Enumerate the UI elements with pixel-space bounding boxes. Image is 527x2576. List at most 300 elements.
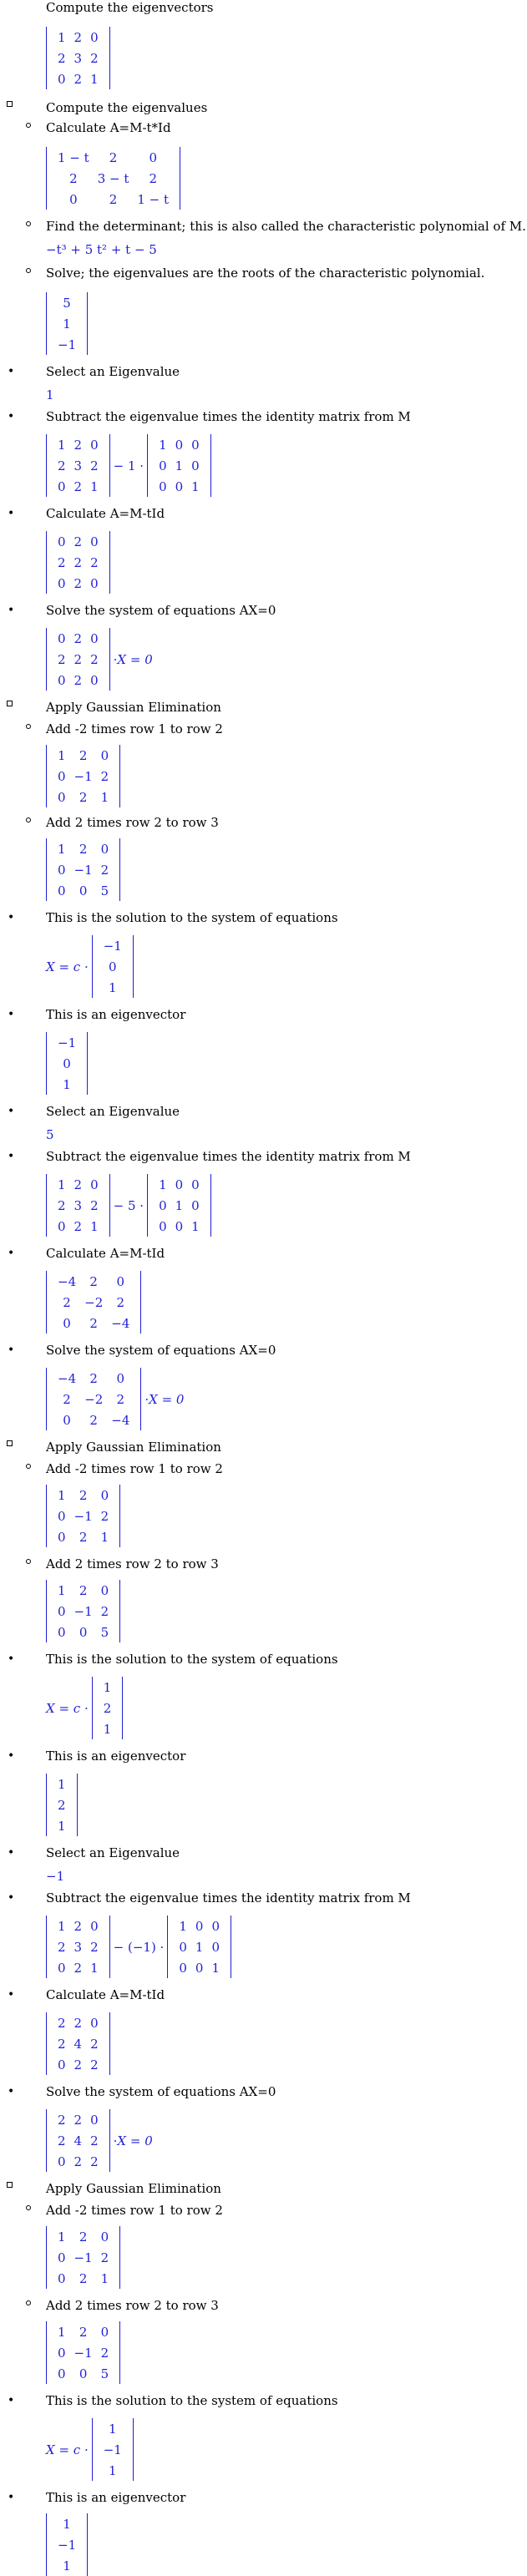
matrix-cell: 2 — [100, 768, 109, 784]
matrix-cell: 1 — [58, 1582, 66, 1598]
math-expression — [46, 2226, 120, 2289]
matrix-cell: 0 — [159, 1197, 167, 1213]
matrix-cell: 1 — [109, 979, 117, 995]
matrix-cell: 2 — [79, 841, 88, 857]
step-text: Calculate A=M-tId — [46, 1246, 165, 1261]
matrix-cell: 3 — [73, 458, 83, 473]
step-text: Add 2 times row 2 to row 3 — [46, 2298, 219, 2313]
step-text: Find the determinant; this is also called the characteristic polynomial of M. — [46, 219, 526, 234]
matrix-cell: 0 — [191, 458, 200, 473]
matrix-cell: 0 — [159, 478, 167, 494]
matrix-cell: 2 — [58, 50, 66, 66]
step-text: Select an Eigenvalue — [46, 1104, 180, 1119]
math-prefix: X = c · — [46, 2442, 89, 2457]
matrix-cell: 2 — [79, 1529, 88, 1545]
matrix-cell: 2 — [79, 789, 88, 805]
matrix-cell: 2 — [89, 1412, 98, 1428]
matrix-cell: 2 — [73, 1218, 83, 1234]
matrix-cell: 0 — [116, 1273, 125, 1289]
matrix-cell: 2 — [73, 478, 83, 494]
math-expression — [46, 745, 120, 807]
matrix-cell: 0 — [211, 1918, 220, 1934]
step-text: This is an eigenvector — [46, 1007, 186, 1022]
matrix-cell: 2 — [58, 1939, 66, 1955]
bullet-dot-icon: • — [8, 507, 15, 520]
matrix-cell: 1 — [58, 29, 66, 45]
bullet-square-icon — [7, 701, 13, 706]
bullet-dot-icon: • — [8, 410, 15, 423]
step-text: Add -2 times row 1 to row 2 — [46, 1461, 223, 1476]
matrix-cell: 1 — [195, 1939, 204, 1955]
step-text: This is the solution to the system of equations — [46, 1652, 338, 1667]
step-text: Calculate A=M-tId — [46, 1987, 165, 2002]
matrix-cell: 5 — [63, 295, 71, 311]
bullet-circle-icon — [26, 2300, 31, 2305]
matrix-cell: −1 — [73, 2250, 93, 2265]
matrix-cell: 1 — [90, 478, 99, 494]
matrix-cell: 2 — [90, 2057, 99, 2072]
matrix-cell: 0 — [90, 630, 99, 646]
matrix-cell: 2 — [90, 2036, 99, 2052]
matrix-cell: 1 — [211, 1960, 220, 1976]
matrix-cell: 0 — [58, 1218, 66, 1234]
matrix-cell: 0 — [58, 2270, 66, 2286]
matrix-cell: 2 — [58, 2036, 66, 2052]
matrix — [46, 2226, 120, 2289]
matrix-cell: 0 — [159, 458, 167, 473]
matrix-cell: 2 — [58, 458, 66, 473]
matrix-cell: 2 — [73, 630, 83, 646]
math-expression — [46, 838, 120, 901]
matrix-cell: 2 — [116, 1294, 125, 1310]
math-operator: − 5 · — [113, 1197, 144, 1213]
matrix-cell: 0 — [175, 1218, 184, 1234]
step-text: Select an Eigenvalue — [46, 364, 180, 379]
bullet-dot-icon: • — [8, 365, 15, 378]
matrix-cell: 0 — [175, 437, 184, 453]
matrix-cell: 2 — [58, 2133, 66, 2148]
matrix-cell: 0 — [79, 883, 88, 898]
matrix-cell: 2 — [63, 1294, 71, 1310]
matrix-cell: 2 — [89, 1315, 98, 1331]
matrix-cell: 0 — [90, 534, 99, 549]
matrix-cell: −1 — [58, 1035, 77, 1050]
matrix-cell: −1 — [73, 862, 93, 878]
matrix — [46, 292, 88, 355]
matrix-cell: 2 — [109, 149, 118, 165]
matrix-cell: 4 — [73, 2036, 83, 2052]
math-expression — [46, 1174, 211, 1237]
step-text: Compute the eigenvalues — [46, 100, 208, 115]
matrix-cell: 3 — [73, 50, 83, 66]
matrix-cell: 2 — [73, 2153, 83, 2169]
matrix-cell: 2 — [90, 554, 99, 570]
matrix-cell: 0 — [175, 1177, 184, 1192]
matrix-cell: 0 — [79, 1624, 88, 1640]
matrix — [46, 531, 110, 594]
matrix-cell: 1 — [90, 71, 99, 87]
bullet-dot-icon: • — [8, 2085, 15, 2098]
matrix-cell: 3 — [73, 1197, 83, 1213]
matrix-cell: 1 — [58, 437, 66, 453]
matrix-cell: 2 — [58, 1797, 66, 1813]
math-expression — [46, 2012, 110, 2075]
matrix-cell: 5 — [100, 883, 109, 898]
matrix-cell: 0 — [58, 2345, 66, 2361]
matrix-cell: 1 — [58, 1177, 66, 1192]
math-expression — [46, 1677, 123, 1739]
matrix-cell: 0 — [63, 1315, 71, 1331]
matrix-cell: 2 — [90, 2133, 99, 2148]
matrix-cell: 2 — [58, 1197, 66, 1213]
step-text: Subtract the eigenvalue times the identity matrix from M — [46, 1890, 411, 1905]
matrix-cell: 5 — [100, 2366, 109, 2381]
math-expression — [46, 292, 88, 355]
matrix — [46, 2321, 120, 2384]
matrix-cell: 2 — [79, 747, 88, 763]
matrix-cell: 0 — [175, 478, 184, 494]
matrix-cell: 2 — [90, 458, 99, 473]
bullet-dot-icon: • — [8, 1988, 15, 2002]
matrix-cell: 2 — [89, 1370, 98, 1386]
matrix-cell: 0 — [58, 1960, 66, 1976]
matrix-cell: 1 — [58, 1918, 66, 1934]
matrix-cell: 0 — [100, 747, 109, 763]
bullet-circle-icon — [26, 2205, 31, 2210]
identity-matrix — [147, 1174, 211, 1237]
matrix-cell: 0 — [90, 672, 99, 688]
matrix-cell: 1 — [100, 2270, 109, 2286]
step-text: Subtract the eigenvalue times the identity matrix from M — [46, 1149, 411, 1164]
matrix-cell: 2 — [73, 1960, 83, 1976]
matrix-cell: 0 — [90, 29, 99, 45]
matrix-cell: 1 — [103, 1721, 112, 1737]
matrix-cell: 0 — [195, 1918, 204, 1934]
matrix-m — [46, 1916, 110, 1978]
matrix-cell: 1 — [159, 1177, 167, 1192]
matrix-cell: 2 — [73, 651, 83, 667]
math-expression — [46, 1774, 78, 1836]
step-text: Apply Gaussian Elimination — [46, 1440, 221, 1455]
matrix-cell: 2 — [73, 29, 83, 45]
matrix-cell: 0 — [191, 437, 200, 453]
matrix-cell: 1 — [58, 2229, 66, 2245]
matrix-cell: 3 − t — [97, 170, 129, 186]
matrix-cell: 0 — [58, 672, 66, 688]
matrix-cell: 1 — [109, 2462, 117, 2478]
bullet-dot-icon: • — [8, 1652, 15, 1666]
bullet-dot-icon: • — [8, 1247, 15, 1260]
bullet-circle-icon — [26, 724, 31, 729]
matrix-cell: 2 — [73, 437, 83, 453]
matrix-cell: 1 — [90, 1960, 99, 1976]
matrix-cell: 2 — [79, 2270, 88, 2286]
matrix-cell: 2 — [63, 1391, 71, 1407]
math-suffix: ·X = 0 — [113, 2133, 153, 2148]
math-expression — [46, 1271, 141, 1334]
matrix-cell: 0 — [191, 1197, 200, 1213]
matrix-cell: 0 — [179, 1960, 187, 1976]
matrix-cell: 0 — [58, 478, 66, 494]
matrix-cell: −1 — [58, 337, 77, 352]
matrix-cell: 3 — [73, 1939, 83, 1955]
bullet-circle-icon — [26, 123, 31, 128]
step-text: Calculate A=M-t*Id — [46, 120, 171, 135]
matrix-cell: 0 — [58, 630, 66, 646]
math-expression — [46, 935, 134, 998]
matrix-cell: 0 — [90, 1177, 99, 1192]
matrix-cell: 0 — [90, 1918, 99, 1934]
matrix-cell: 1 — [191, 1218, 200, 1234]
matrix-cell: 2 — [73, 1177, 83, 1192]
math-operator: − 1 · — [113, 458, 144, 473]
bullet-dot-icon: • — [8, 911, 15, 924]
matrix-cell: 0 — [100, 2229, 109, 2245]
matrix — [46, 1485, 120, 1547]
matrix-cell: 0 — [90, 575, 99, 591]
matrix-cell: 0 — [58, 789, 66, 805]
math-suffix: ·X = 0 — [144, 1391, 185, 1407]
bullet-square-icon — [7, 1440, 13, 1446]
matrix-cell: 0 — [90, 2112, 99, 2128]
matrix — [46, 1580, 120, 1642]
math-expression — [46, 1032, 88, 1095]
matrix-cell: −2 — [84, 1391, 104, 1407]
matrix-cell: 0 — [58, 862, 66, 878]
matrix-cell: −1 — [73, 1508, 93, 1524]
matrix-cell: −1 — [73, 1603, 93, 1619]
matrix-cell: −1 — [103, 2442, 122, 2457]
math-result: 5 — [46, 1127, 54, 1142]
matrix-cell: 2 — [73, 71, 83, 87]
matrix — [46, 2513, 88, 2576]
step-text: This is an eigenvector — [46, 1749, 186, 1764]
matrix-cell: 2 — [100, 1508, 109, 1524]
matrix-cell: 2 — [116, 1391, 125, 1407]
matrix-cell: 0 — [58, 1529, 66, 1545]
bullet-square-icon — [7, 2182, 13, 2188]
bullet-circle-icon — [26, 268, 31, 273]
matrix-cell: 0 — [100, 1487, 109, 1503]
matrix — [46, 745, 120, 807]
matrix-cell: 2 — [58, 2015, 66, 2031]
bullet-dot-icon: • — [8, 2491, 15, 2504]
matrix — [92, 2418, 134, 2481]
matrix-cell: 0 — [58, 71, 66, 87]
matrix-cell: 0 — [58, 2366, 66, 2381]
step-text: Add -2 times row 1 to row 2 — [46, 721, 223, 736]
bullet-circle-icon — [26, 817, 31, 822]
matrix-cell: −4 — [111, 1412, 130, 1428]
matrix-cell: −4 — [58, 1273, 77, 1289]
matrix-cell: 1 — [63, 2558, 71, 2573]
math-prefix: X = c · — [46, 959, 89, 974]
math-result: −t³ + 5 t² + t − 5 — [46, 242, 157, 257]
matrix — [46, 1032, 88, 1095]
matrix-cell: 1 — [179, 1918, 187, 1934]
bullet-dot-icon: • — [8, 1344, 15, 1357]
identity-matrix — [147, 434, 211, 497]
matrix-cell: 0 — [195, 1960, 204, 1976]
matrix-cell: 1 − t — [137, 191, 170, 207]
step-text: Solve; the eigenvalues are the roots of the characteristic polynomial. — [46, 266, 485, 281]
matrix-cell: 0 — [63, 1055, 71, 1071]
math-prefix: X = c · — [46, 1700, 89, 1716]
step-text: This is the solution to the system of equations — [46, 910, 338, 925]
math-expression — [46, 434, 211, 497]
matrix-cell: 2 — [73, 672, 83, 688]
matrix-cell: 0 — [58, 534, 66, 549]
step-text: Subtract the eigenvalue times the identity matrix from M — [46, 409, 411, 424]
matrix-cell: −1 — [103, 938, 122, 954]
math-expression — [46, 147, 180, 210]
matrix-cell: 2 — [73, 554, 83, 570]
matrix-cell: 2 — [100, 2345, 109, 2361]
matrix-cell: 1 — [58, 841, 66, 857]
bullet-circle-icon — [26, 221, 31, 226]
matrix-cell: 0 — [179, 1939, 187, 1955]
matrix-cell: 2 — [103, 1700, 112, 1716]
math-expression — [46, 27, 110, 89]
bullet-dot-icon: • — [8, 1150, 15, 1163]
matrix-cell: 2 — [73, 2112, 83, 2128]
matrix-cell: 0 — [159, 1218, 167, 1234]
step-text: Add 2 times row 2 to row 3 — [46, 815, 219, 830]
matrix-cell: 2 — [90, 1197, 99, 1213]
math-operator: − (−1) · — [113, 1939, 165, 1955]
bullet-dot-icon: • — [8, 1105, 15, 1118]
matrix — [92, 935, 134, 998]
matrix-cell: 1 — [103, 1679, 112, 1695]
bullet-circle-icon — [26, 1464, 31, 1469]
matrix-cell: 1 — [58, 1818, 66, 1834]
matrix — [46, 1368, 141, 1430]
step-text: Solve the system of equations AX=0 — [46, 603, 276, 618]
matrix-cell: 0 — [149, 149, 157, 165]
step-text: Compute the eigenvectors — [46, 0, 214, 15]
matrix-cell: 2 — [149, 170, 157, 186]
step-text: Add -2 times row 1 to row 2 — [46, 2203, 223, 2218]
matrix-cell: 0 — [58, 2250, 66, 2265]
bullet-dot-icon: • — [8, 1846, 15, 1860]
matrix-cell: 0 — [58, 575, 66, 591]
matrix-cell: 1 — [63, 2516, 71, 2532]
matrix-cell: −1 — [73, 768, 93, 784]
matrix-cell: 0 — [63, 1412, 71, 1428]
identity-matrix — [167, 1916, 231, 1978]
matrix-cell: 2 — [89, 1273, 98, 1289]
matrix-cell: −1 — [58, 2537, 77, 2553]
matrix-cell: 2 — [90, 2153, 99, 2169]
matrix-cell: −2 — [84, 1294, 104, 1310]
matrix-cell: 1 — [175, 1197, 184, 1213]
matrix-cell: 2 — [90, 1939, 99, 1955]
matrix-m — [46, 434, 110, 497]
matrix — [92, 1677, 124, 1739]
matrix-cell: 0 — [90, 437, 99, 453]
matrix-cell: 0 — [58, 768, 66, 784]
matrix-cell: 1 — [175, 458, 184, 473]
matrix-cell: 2 — [73, 575, 83, 591]
matrix-cell: 0 — [58, 883, 66, 898]
matrix — [46, 2109, 110, 2172]
matrix-cell: 0 — [116, 1370, 125, 1386]
matrix-cell: 2 — [69, 170, 78, 186]
matrix-cell: 2 — [100, 862, 109, 878]
math-result: −1 — [46, 1869, 65, 1884]
matrix-cell: 2 — [73, 1918, 83, 1934]
matrix-cell: 1 — [100, 789, 109, 805]
math-result: 1 — [46, 387, 54, 402]
matrix — [46, 147, 180, 210]
matrix — [46, 27, 110, 89]
matrix-cell: 1 — [159, 437, 167, 453]
matrix-cell: 0 — [211, 1939, 220, 1955]
matrix-cell: 0 — [58, 1624, 66, 1640]
matrix-cell: 1 — [109, 2421, 117, 2437]
matrix-cell: 2 — [58, 651, 66, 667]
matrix-cell: −4 — [58, 1370, 77, 1386]
math-suffix: ·X = 0 — [113, 651, 153, 667]
matrix-cell: 2 — [73, 2057, 83, 2072]
matrix-cell: 2 — [58, 2112, 66, 2128]
matrix-cell: 1 — [63, 1076, 71, 1092]
matrix-cell: −4 — [111, 1315, 130, 1331]
math-expression — [46, 2513, 88, 2576]
matrix-cell: −1 — [73, 2345, 93, 2361]
math-expression — [46, 1580, 120, 1642]
matrix-cell: 2 — [79, 2324, 88, 2340]
matrix-cell: 2 — [100, 2250, 109, 2265]
step-text: Select an Eigenvalue — [46, 1845, 180, 1860]
matrix-cell: 2 — [73, 2015, 83, 2031]
matrix-cell: 0 — [79, 2366, 88, 2381]
matrix-cell: 0 — [58, 2153, 66, 2169]
matrix — [46, 1774, 78, 1836]
matrix-cell: 0 — [191, 1177, 200, 1192]
math-expression — [46, 628, 156, 691]
matrix-cell: 2 — [100, 1603, 109, 1619]
matrix-cell: 1 — [58, 747, 66, 763]
step-text: Add 2 times row 2 to row 3 — [46, 1556, 219, 1571]
matrix-cell: 0 — [58, 1603, 66, 1619]
matrix-cell: 2 — [79, 1582, 88, 1598]
bullet-circle-icon — [26, 1559, 31, 1564]
step-text: Apply Gaussian Elimination — [46, 700, 221, 715]
matrix-cell: 0 — [90, 2015, 99, 2031]
bullet-dot-icon: • — [8, 2394, 15, 2407]
math-expression — [46, 2418, 134, 2481]
matrix-cell: 1 — [191, 478, 200, 494]
matrix-cell: 0 — [100, 1582, 109, 1598]
matrix-cell: 2 — [79, 1487, 88, 1503]
bullet-dot-icon: • — [8, 604, 15, 617]
math-expression — [46, 2321, 120, 2384]
matrix-cell: 0 — [109, 959, 117, 974]
matrix-cell: 4 — [73, 2133, 83, 2148]
matrix-cell: 0 — [100, 841, 109, 857]
matrix-cell: 2 — [90, 50, 99, 66]
bullet-dot-icon: • — [8, 1749, 15, 1763]
matrix-cell: 0 — [100, 2324, 109, 2340]
matrix-cell: 1 — [63, 316, 71, 331]
matrix — [46, 1271, 141, 1334]
matrix-cell: 0 — [69, 191, 78, 207]
matrix-cell: 1 — [58, 1487, 66, 1503]
step-text: This is an eigenvector — [46, 2490, 186, 2505]
matrix — [46, 628, 110, 691]
matrix-cell: 0 — [58, 1508, 66, 1524]
